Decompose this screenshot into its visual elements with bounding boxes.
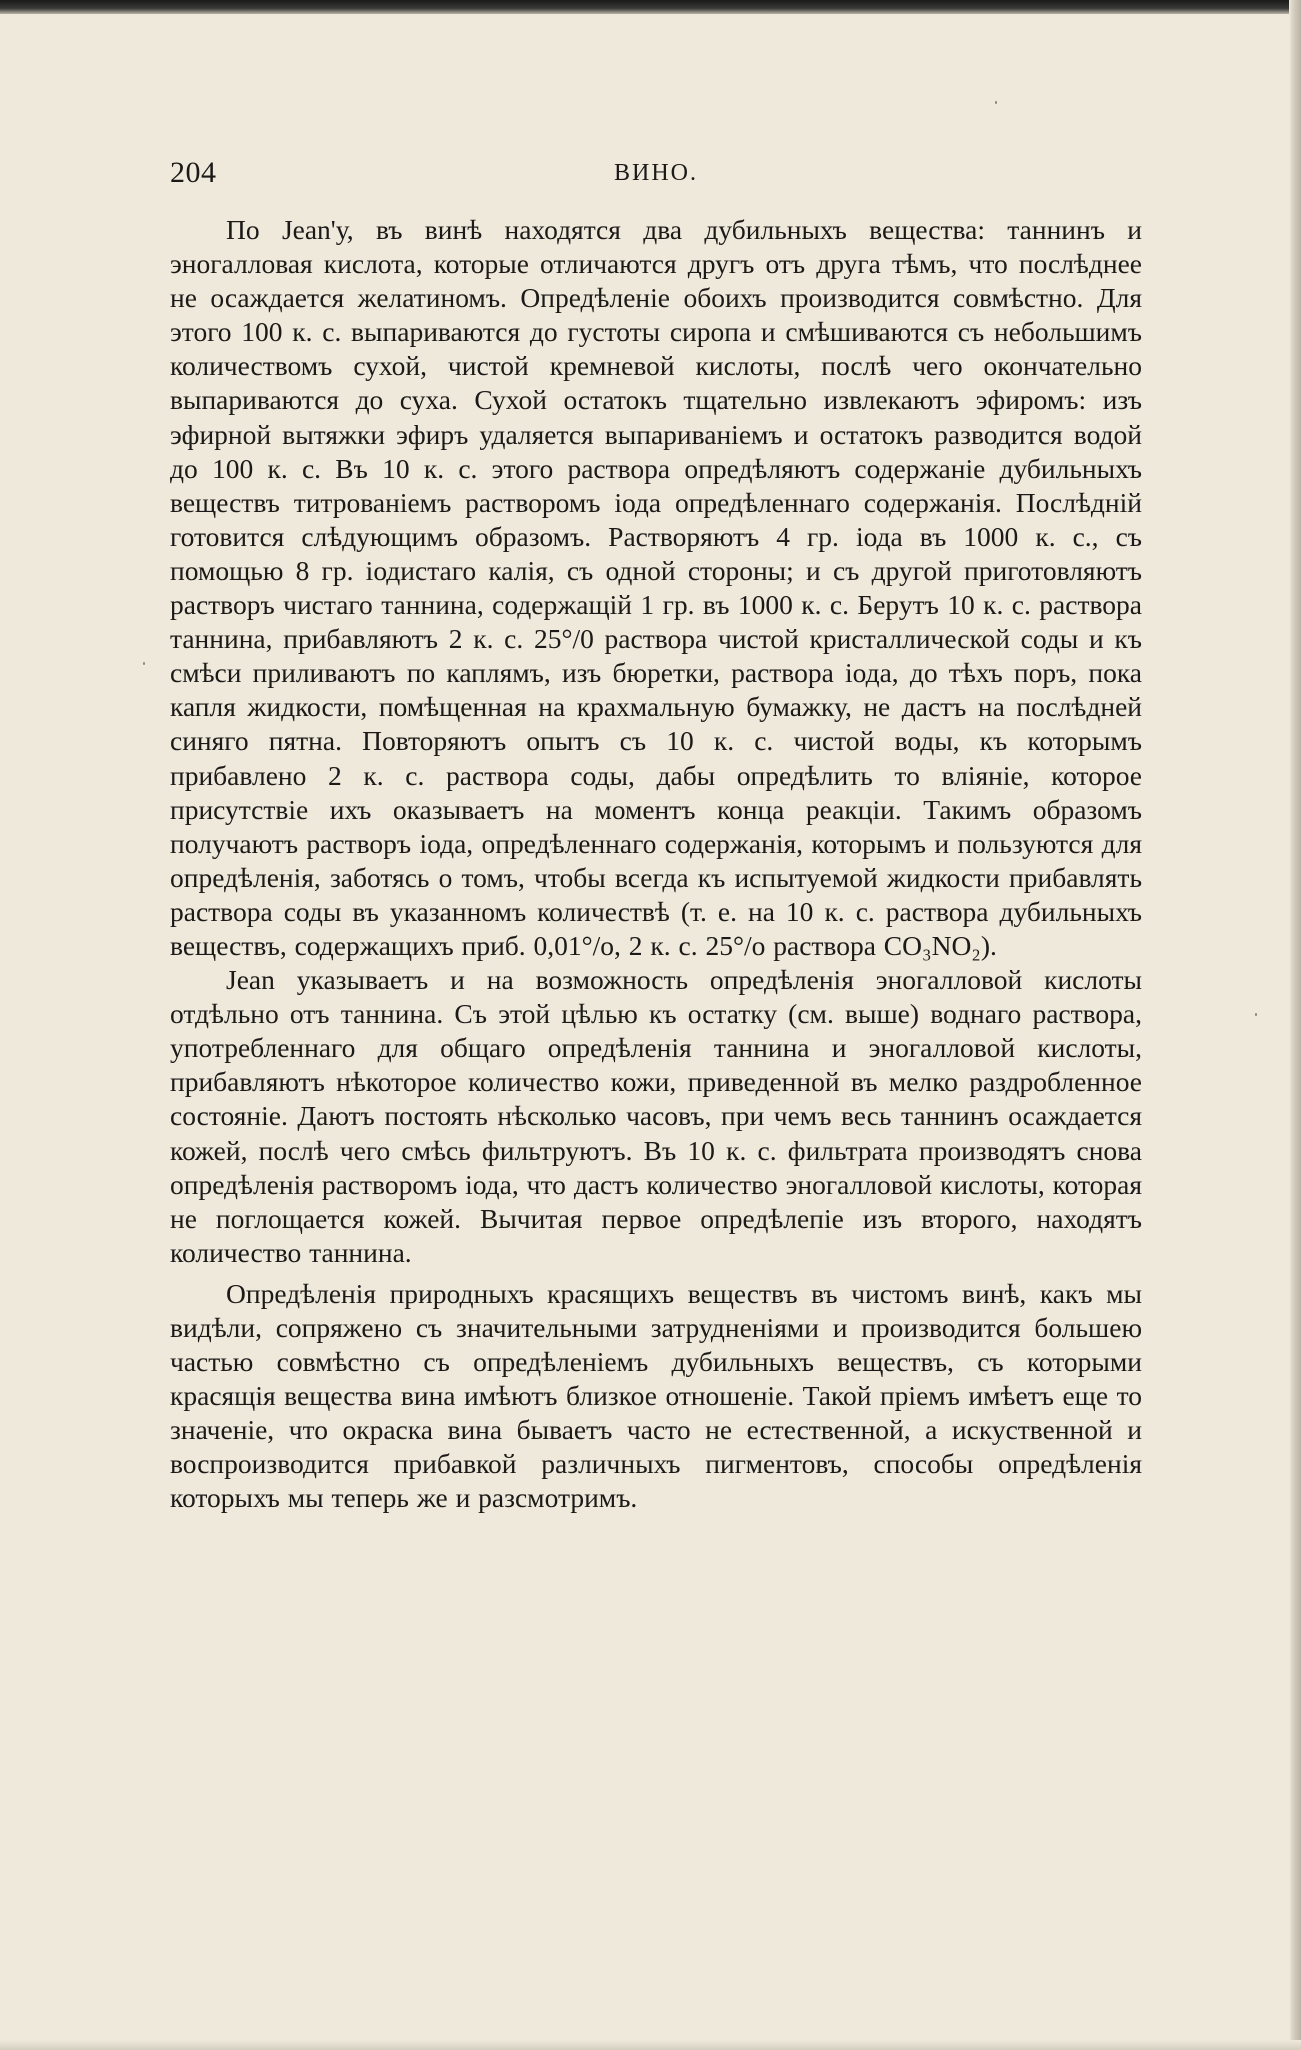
body-text — [170, 213, 1142, 1516]
paper-speck — [995, 101, 997, 104]
paper-speck — [1255, 1013, 1257, 1016]
page-number: 204 — [170, 156, 217, 189]
running-head — [170, 156, 1142, 196]
running-title: ВИНО. — [613, 160, 698, 186]
paper-speck — [143, 662, 145, 665]
paragraph-jean-tannin-method: По Jean'у, въ винѣ находятся два дубильныхъ вещества: таннинъ и эногалловая кислота, которые отличаются другъ отъ друга тѣмъ, что послѣднее не осаждается желатиномъ. Опредѣленіе обоихъ производится совмѣстно. Для этого 100 к. с. выпариваются до густоты сиропа и смѣшиваются съ небольшимъ количествомъ сухой, чистой кремневой кислоты, послѣ чего окончательно выпариваются до суха. Сухой остатокъ тщательно извлекаютъ эфиромъ: изъ эфирной вытяжки эфиръ удаляется выпариваніемъ и остатокъ разводится водой до 100 к. с. Въ 10 к. с. этого раствора опредѣляютъ содержаніе дубильныхъ веществъ титрованіемъ растворомъ іода опредѣленнаго содержанія. Послѣдній готовится слѣдующимъ образомъ. Растворяютъ 4 гр. іода въ 1000 к. с., съ помощью 8 гр. іодистаго калія, съ одной стороны; и съ другой приготовляютъ растворъ чистаго таннина, содержащій 1 гр. въ 1000 к. с. Берутъ 10 к. с. раствора таннина, прибавляютъ 2 к. с. 25°/0 раствора чистой кристаллической соды и къ смѣси приливаютъ по каплямъ, изъ бюретки, раствора іода, до тѣхъ поръ, пока капля жидкости, помѣщенная на крахмальную бумажку, не дастъ на послѣдней синяго пятна. Повторяютъ опытъ съ 10 к. с. чистой воды, къ которымъ прибавлено 2 к. с. раствора соды, дабы опредѣлить то вліяніе, которое присутствіе ихъ оказываетъ на моментъ конца реакціи. Такимъ образомъ получаютъ растворъ іода, опредѣленнаго содержанія, которымъ и пользуются для опредѣленія, заботясь о томъ, чтобы всегда къ испытуемой жидкости прибавлять раствора соды въ указанномъ количествѣ (т. е. на 10 к. с. раствора дубильныхъ веществъ, содержащихъ приб. 0,01°/o, 2 к. с. 25°/o раствора CO₃NO₂). — [170, 214, 1142, 961]
paragraph-coloring-substances: Опредѣленія природныхъ красящихъ веществъ въ чистомъ винѣ, какъ мы видѣли, сопряжено съ значительными затрудненіями и производится большею частью совмѣстно съ опредѣленіемъ дубильныхъ веществъ, съ которыми красящія вещества вина имѣютъ близкое отношеніе. Такой пріемъ имѣетъ еще то значеніе, что окраска вина бываетъ часто не естественной, а искуственной и воспроизводится прибавкой различныхъ пигментовъ, способы опредѣленія которыхъ мы теперь же и разсмотримъ. — [170, 1277, 1142, 1514]
paragraph-enogallic-acid-separation: Jean указываетъ и на возможность опредѣленія эногалловой кислоты отдѣльно отъ таннина. Съ этой цѣлью къ остатку (см. выше) воднаго раствора, употребленнаго для общаго опредѣленія таннина и эногалловой кислоты, прибавляютъ нѣкоторое количество кожи, приведенной въ мелко раздробленное состояніе. Даютъ постоять нѣсколько часовъ, при чемъ весь таннинъ осаждается кожей, послѣ чего смѣсь фильтруютъ. Въ 10 к. с. фильтрата производятъ снова опредѣленія растворомъ іода, что дастъ количество эногалловой кислоты, которая не поглощается кожей. Вычитая первое опредѣлепіе изъ второго, находятъ количество таннина. — [170, 964, 1142, 1268]
